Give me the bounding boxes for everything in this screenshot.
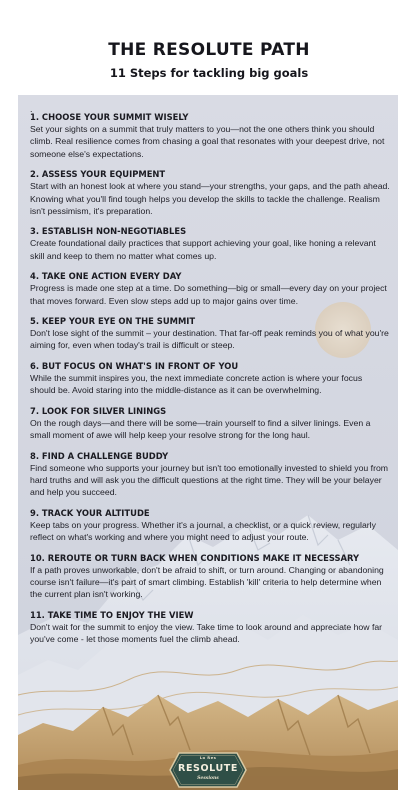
logo-main-text: RESOLUTE: [178, 763, 238, 774]
step-title: 4. TAKE ONE ACTION EVERY DAY: [30, 271, 182, 282]
step-body: Create foundational daily practices that support achieving your goal, like honing a relevant skill and keep to them no matter what comes up.: [30, 238, 376, 261]
step-body: Keep tabs on your progress. Whether it's a journal, a checklist, or a quick review, regularly reflect on what's working and where you might need to adjust your route.: [30, 519, 376, 543]
resolute-sessions-logo: [169, 752, 247, 788]
step-item: [30, 225, 390, 262]
step-item: [30, 111, 390, 160]
step-title: 3. ESTABLISH NON-NEGOTIABLES: [30, 226, 187, 237]
logo-small-text: Lo Res: [199, 755, 217, 760]
step-title: 2. ASSESS YOUR EQUIPMENT: [30, 169, 166, 180]
step-title: 11. TAKE TIME TO ENJOY THE VIEW: [30, 609, 194, 620]
step-item: [30, 315, 390, 352]
step-item: [30, 168, 390, 217]
step-body: If a path proves unworkable, don't be afraid to shift, or turn around. Changing or abandoning course isn't failure—it's part of smart climbing. Establish 'kill' criteria to help determine when the current plan isn't working.: [30, 564, 384, 600]
step-title: 8. FIND A CHALLENGE BUDDY: [30, 450, 169, 461]
content-panel: [18, 95, 398, 790]
step-body: Set your sights on a summit that truly matters to you—not the one others think you should climb. Real resilience comes from chasing a goal that resonates with your deepest drive, not someone else's expectations.: [30, 124, 385, 159]
page-header: [0, 0, 418, 92]
list-marker: .: [30, 104, 33, 114]
step-item: [30, 450, 390, 499]
step-title: 9. TRACK YOUR ALTITUDE: [30, 507, 150, 518]
page-subtitle: 11 Steps for tackling big goals: [109, 66, 309, 80]
step-body: Start with an honest look at where you stand—your strengths, your gaps, and the path ahead. Knowing what you'll find tough helps you develop the skills to tackle the challenge. Realism isn't pessimism, it's preparation.: [30, 181, 390, 217]
step-title: 10. REROUTE OR TURN BACK WHEN CONDITIONS MAKE IT NECESSARY: [30, 552, 360, 563]
logo-sub-text: Sessions: [197, 776, 219, 781]
step-item: [30, 270, 390, 307]
step-title: 6. BUT FOCUS ON WHAT'S IN FRONT OF YOU: [30, 360, 239, 371]
step-body: Progress is made one step at a time. Do something—big or small—every day on your project that moves forward. Even slow steps add up to major gains over time.: [30, 283, 387, 306]
step-item: [30, 360, 390, 397]
step-body: Don't lose sight of the summit – your destination. That far-off peak reminds you of what you're aiming for, even when today's trail is difficult or steep.: [30, 328, 389, 351]
step-body: Find someone who supports your journey but isn't too emotionally invested to shield you from hard truths and will ask you the difficult questions at the right time. They will be your belayer and help you succeed.: [30, 462, 389, 498]
page-title: THE RESOLUTE PATH: [108, 40, 310, 60]
step-item: [30, 609, 390, 646]
step-title: 1. CHOOSE YOUR SUMMIT WISELY: [30, 112, 189, 122]
step-title: 7. LOOK FOR SILVER LININGS: [30, 405, 167, 416]
steps-list: [30, 105, 390, 654]
step-body: While the summit inspires you, the next immediate concrete action is where your focus should be. Avoid staring into the middle-distance as it can be overwhelming.: [30, 372, 363, 396]
step-item: [30, 552, 390, 601]
step-item: [30, 405, 390, 442]
step-title: 5. KEEP YOUR EYE ON THE SUMMIT: [30, 316, 196, 327]
step-body: On the rough days—and there will be some—train yourself to find a silver linings. Even a small moment of awe will help keep your resolve strong for the long haul.: [30, 417, 371, 441]
step-item: [30, 507, 390, 544]
step-body: Don't wait for the summit to enjoy the view. Take time to look around and appreciate how far you've come - let those moments fuel the climb ahead.: [30, 621, 383, 645]
